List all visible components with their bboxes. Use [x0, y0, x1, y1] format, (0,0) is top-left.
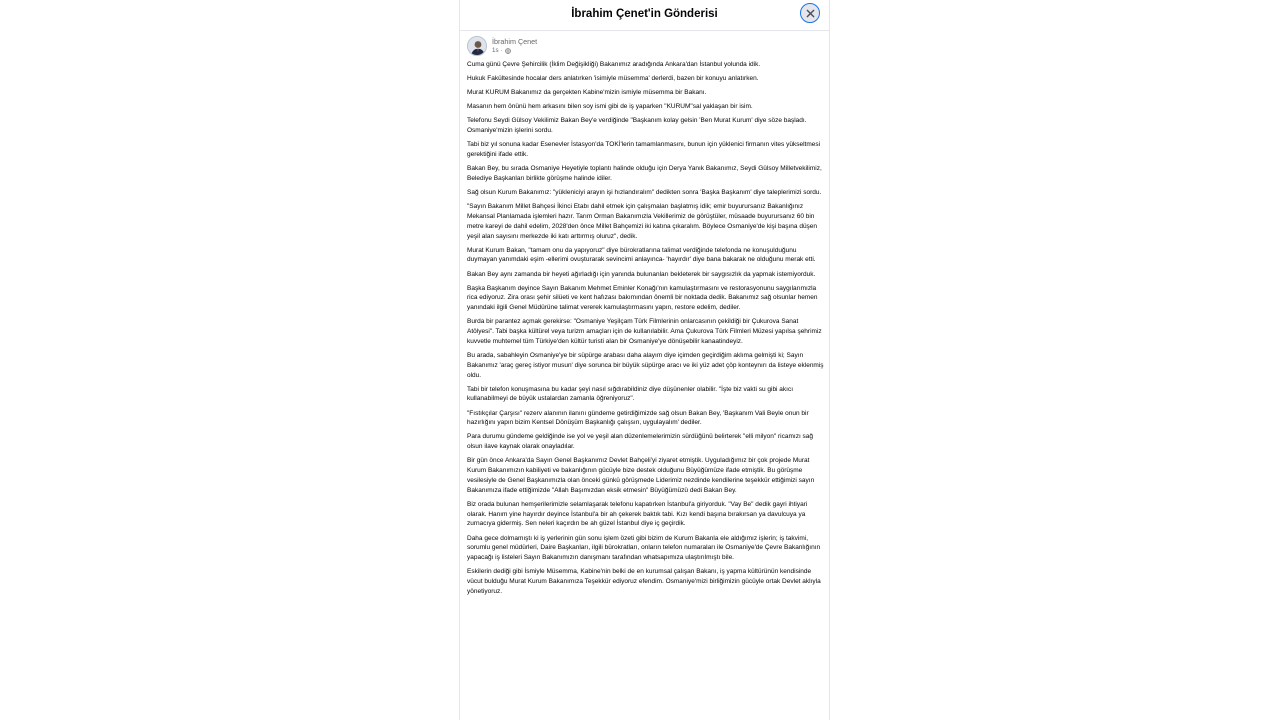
- post-paragraph: Tabi biz yıl sonuna kadar Esenevler İstasyon'da TOKİ'lerin tamamlanmasını, bunun için yüklenici firmanın vites yükseltmesi gerektiğini ifade ettik.: [467, 141, 821, 159]
- post-paragraph: Cuma günü Çevre Şehircilik (İklim Değişikliği) Bakanımız aradığında Ankara'dan İstanbul yolunda idik.: [467, 61, 761, 68]
- post-paragraph: Biz orada bulunan hemşerilerimizle selamlaşarak telefonu kapatırken İstanbul'a giriyorduk. "Vay Be" dedik gayri ihtiyari olarak. Hanım yine hayırdır deyince İstanbul'a bir ah çekerek baktık tabi. Kızı kendi başına bırakırsan ya davulcuya ya zurnacıya gidermiş. Sen neleri kaçırdın be ah güzel İstanbul diye iç geçirdik.: [467, 500, 808, 528]
- post-paragraph: Bir gün önce Ankara'da Sayın Genel Başkanımız Devlet Bahçeli'yi ziyaret etmiştik. Uyguladığımız bir çok projede Murat Kurum Bakanımızın kabiliyeti ve bakanlığının gücüyle bize destek olduğunu Büyüğümüze ifade etmiştik. Bu görüşme vesilesiyle de Genel Başkanımızla olan önceki günkü görüşmede Liderimiz nezdinde kendilerine teşekkür ettiğimizi sayın Bakanımıza ifade ettiğimizde "Allah Başımızdan eksik etmesin" Büyüğümüzü dedi Bakan Bey.: [467, 457, 815, 494]
- globe-icon: [505, 48, 511, 54]
- post-paragraph: Sağ olsun Kurum Bakanımız: "yükleniciyi arayın işi hızlandıralım" dedikten sonra 'Başka Başkanım' diye taleplerimizi sordu.: [467, 189, 822, 197]
- profile-photo-icon: [468, 37, 487, 56]
- author-name[interactable]: İbrahim Çenet: [492, 37, 538, 46]
- post-time[interactable]: 1s: [492, 47, 499, 54]
- post-paragraph: Bu arada, sabahleyin Osmaniye'ye bir süpürge arabası daha alayım diye içimden geçirdiğim aklıma gelmişti ki; Sayın Bakanımız 'araç gereç istiyor musun' diye sorunca bir büyük süpürge aracı ve iki yüz adet çöp konteynırı da listeye eklenmiş oldu.: [467, 351, 824, 379]
- post-paragraph: Tabi bir telefon konuşmasına bu kadar şeyi nasıl sığdırabildiniz diye düşünenler olabilir. "İşte biz vakti su gibi akıcı kullanabilmeyi de büyük ustalardan zamanla öğreniyoruz".: [467, 385, 794, 403]
- post-author-header: [467, 36, 822, 58]
- post-paragraph: Başka Başkanım deyince Sayın Bakanım Mehmet Eminler Konağı'nın kamulaştırmasını ve restorasyonunu saygılarımızla rica ediyoruz. Zira orası şehir silüeti ve kent hafızası bakımından önemli bir noktada dedik. Bakanımız sağ olsunlar hemen yanındaki ilgili Genel Müdürüne talimat vererek kamulaştırmasını yapın, restore edelim, dediler.: [467, 284, 818, 312]
- post-paragraph: Bakan Bey, bu sırada Osmaniye Heyetiyle toplantı halinde olduğu için Derya Yanık Bakanımız, Seydi Gülsoy Milletvekilimiz, Belediye Başkanları birlikte görüşme halinde idiler.: [467, 165, 822, 182]
- post-paragraph: "Fıstıkçılar Çarşısı" rezerv alanının ilanını gündeme getirdiğimizde sağ olsun Bakan Bey, 'Başkanım Vali Beyle onun bir hazırlığını yapın bizim Kentsel Dönüşüm Başkanlığı çalışsın, uygulayalım' dediler.: [467, 409, 809, 427]
- post-paragraph: Para durumu gündeme geldiğinde ise yol ve yeşil alan düzenlemelerimizin sürdüğünü belirterek "elli milyon" ricamızı sağ olsun ilave kaynak olarak onayladılar.: [467, 433, 814, 451]
- post-paragraph: Burda bir parantez açmak gerekirse: "Osmaniye Yeşilçam Türk Filmlerinin onlarcasının çekildiği bir Çukurova Sanat Atölyesi". Tabi başka kültürel veya turizm amaçları için de kullanılabilir. Ama Çukurova Türk Filmleri Müzesi yapılsa şehrimiz kuvvetle muhtemel tüm Türkiye'den kültür turisti alan bir Osmaniye'ye dönüşebilir kanaatindeyiz.: [467, 318, 822, 345]
- post-paragraph: Murat KURUM Bakanımız da gerçekten Kabine'mizin ismiyle müsemma bir Bakanı.: [467, 89, 707, 97]
- post-meta: [492, 47, 511, 54]
- post-paragraph: Hukuk Fakültesinde hocalar ders anlatırken 'isimiyle müsemma' derlerdi, bazen bir konuyu anlatırken.: [467, 75, 759, 83]
- close-icon: [806, 9, 815, 18]
- post-paragraph: Daha gece dolmamıştı ki iş yerlerinin gün sonu işlem özeti gibi bizim de Kurum Bakanla ele aldığımız işlerin; iş takvimi, sorumlu genel müdürleri, Daire Başkanları, ilgili bürokratları, onların telefon numaraları ile Osmaniye'de Çevre Bakanlığının yapacağı iş listeleri Sayın Bakanımızın danışmanı tarafından whatsapımıza ulaştırılmıştı bile.: [467, 534, 821, 562]
- meta-separator: ·: [500, 47, 503, 54]
- close-button[interactable]: [800, 3, 820, 23]
- avatar[interactable]: [467, 36, 487, 56]
- dialog-title: İbrahim Çenet'in Gönderisi: [571, 8, 718, 20]
- post-paragraph: Telefonu Seydi Gülsoy Vekilimiz Bakan Bey'e verdiğinde "Başkanım kolay gelsin 'Ben Murat Kurum' diye söze başladı. Osmaniye'mizin işlerini sordu.: [467, 117, 807, 135]
- post-body: [467, 60, 825, 601]
- post-paragraph: Eskilerin dediği gibi İsmiyle Müsemma, Kabine'nin belki de en kurumsal çalışan Bakanı, iş yapma kültürünün kendisinde vücut bulduğu Murat Kurum Bakanımıza Teşekkür ediyoruz efendim. Osmaniye'mizi birliğimizin gücüyle ortak Devlet aklıyla yönetiyoruz.: [467, 568, 821, 595]
- post-paragraph: Bakan Bey aynı zamanda bir heyeti ağırladığı için yanında bulunanları bekleterek bir saygısızlık da yapmak istemiyorduk.: [467, 270, 816, 278]
- post-paragraph: Masanın hem önünü hem arkasını bilen soy ismi gibi de iş yaparken "KURUM"sal yaklaşan bir isim.: [467, 103, 753, 111]
- post-dialog: [460, 0, 829, 720]
- post-paragraph: "Sayın Bakanım Millet Bahçesi İkinci Etabı dahil etmek için çalışmaları başlatmış idik; emir buyurursanız Bakanlığınız Mekansal Planlamada işlemleri hazır. Tarım Orman Bakanımızla Vekillerimiz de görüştüler, müsaade buyurursanız 60 bin metre kareyi de dahil edelim, 2028'den önce Millet Bahçemizi iki katına çıkaralım. Böylece Osmaniye'de kişi başına düşen yeşil alan sayısını merkezde iki katı arttırmış oluruz", dedik.: [467, 203, 818, 240]
- post-paragraph: Murat Kurum Bakan, "tamam onu da yapıyoruz" diye bürokratlarına talimat verdiğinde telefonda ne konuşulduğunu duymayan yanımdaki eşim -ellerimi ovuşturarak sevincimi anlayınca- 'hayırdır' diye bana bakarak ne olduğunu merak etti.: [467, 246, 816, 264]
- dialog-header: [460, 0, 829, 31]
